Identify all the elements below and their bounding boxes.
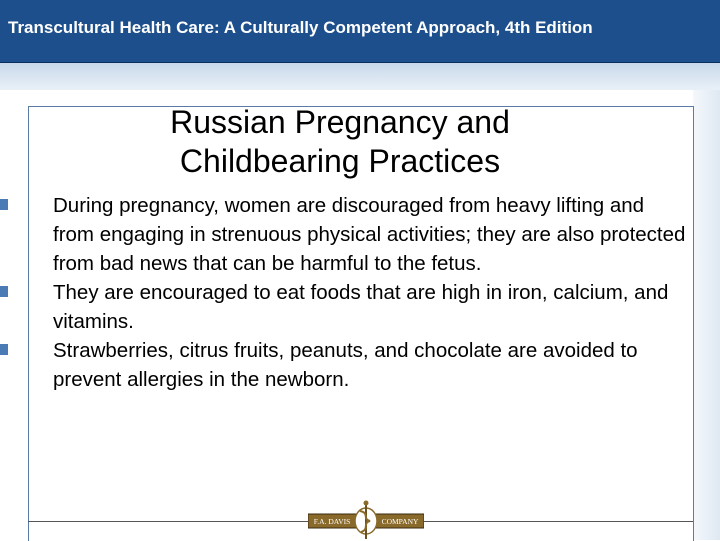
bullet-item	[0, 336, 690, 394]
bullet-item	[0, 191, 690, 278]
logo-text-right: COMPANY	[381, 517, 419, 526]
header-gradient-strip	[0, 62, 720, 90]
right-margin-gradient	[693, 90, 720, 540]
square-bullet-icon	[0, 344, 8, 355]
bullet-text: They are encouraged to eat foods that are high in iron, calcium, and vitamins.	[53, 281, 669, 333]
slide-title-line-2: Childbearing Practices	[179, 143, 501, 179]
header-band	[0, 0, 720, 62]
bullet-text: Strawberries, citrus fruits, peanuts, and chocolate are avoided to prevent allergies in the newborn.	[53, 339, 638, 391]
header-divider	[0, 62, 720, 63]
slide-title-line-1: Russian Pregnancy and	[170, 104, 510, 140]
fa-davis-logo	[308, 499, 424, 540]
bullet-item	[0, 278, 690, 336]
logo-text-left: F.A. DAVIS	[313, 517, 351, 526]
square-bullet-icon	[0, 199, 8, 210]
slide-title	[0, 103, 680, 181]
bullet-text: During pregnancy, women are discouraged from heavy lifting and from engaging in strenuous physical activities; they are also protected from bad news that can be harmful to the fetus.	[53, 194, 686, 275]
book-title: Transcultural Health Care: A Culturally Competent Approach, 4th Edition	[8, 18, 593, 37]
bullet-list	[0, 191, 690, 394]
square-bullet-icon	[0, 286, 8, 297]
